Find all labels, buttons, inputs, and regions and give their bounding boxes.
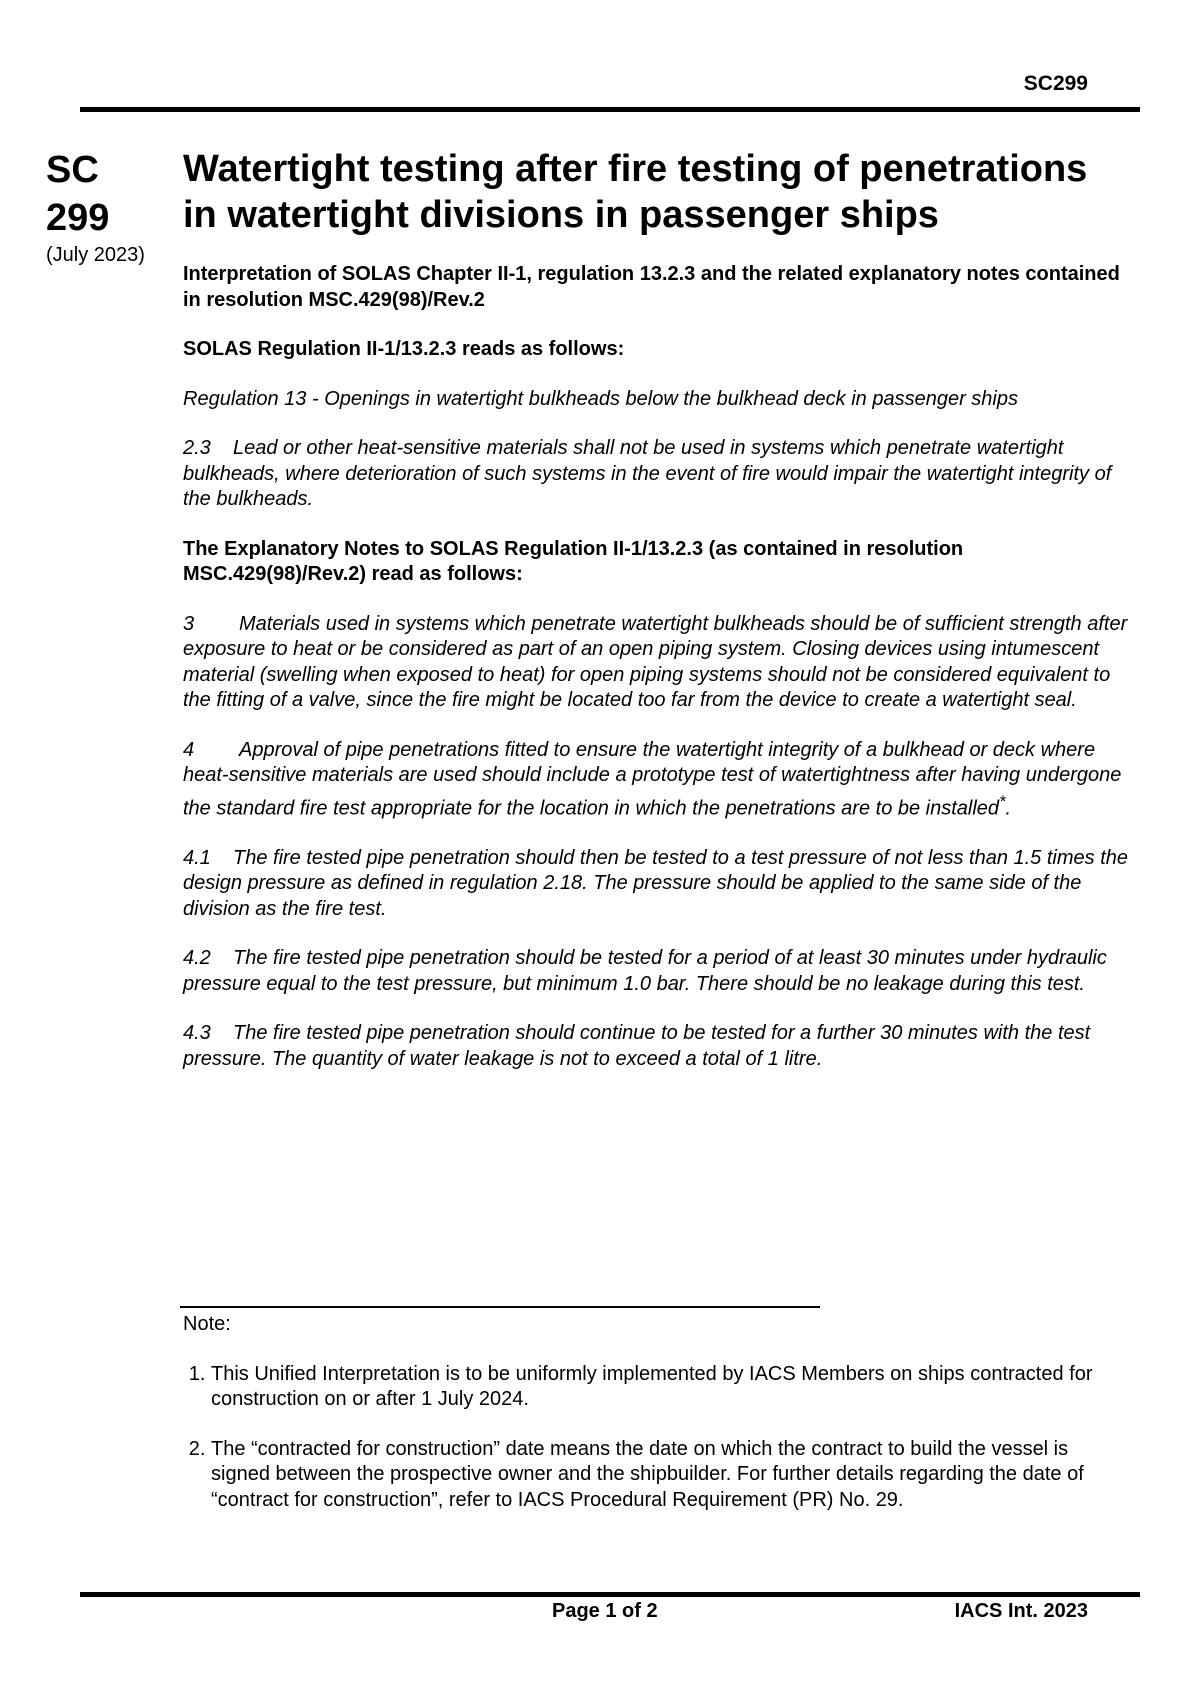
paragraph-number: 3: [183, 612, 195, 635]
paragraph-number: 4: [183, 738, 195, 761]
paragraph-text: Lead or other heat-sensitive materials shall not be used in systems which penetrate watertight bulkheads, where deterioration of such systems in the event of fire would impair the watertight integrity of the bulkheads.: [183, 437, 1112, 510]
notes-list: [183, 1362, 1128, 1514]
paragraph-number: 4.2: [183, 947, 211, 970]
note-item: 1. This Unified Interpretation is to be uniformly implemented by IACS Members on ships contracted for construction on or after 1 July 2024.: [211, 1362, 1128, 1413]
paragraph-text: The fire tested pipe penetration should then be tested to a test pressure of not less than 1.5 times the design pressure as defined in regulation 2.18. The pressure should be applied to the same side of the division as the fire test.: [183, 846, 1128, 920]
paragraph-text: The fire tested pipe penetration should continue to be tested for a further 30 minutes with the test pressure. The quantity of water leakage is not to exceed a total of 1 litre.: [183, 1022, 1091, 1070]
footnote-marker[interactable]: *: [999, 791, 1006, 811]
notes-section: [183, 1312, 1128, 1537]
explanatory-paragraph: [183, 612, 1128, 714]
paragraph-text: The fire tested pipe penetration should be tested for a period of at least 30 minutes under hydraulic pressure equal to the test pressure, but minimum 1.0 bar. There should be no leakage during this test.: [183, 947, 1107, 995]
explanatory-heading: The Explanatory Notes to SOLAS Regulation II-1/13.2.3 (as contained in resolution MSC.429(98)/Rev.2) read as follows:: [183, 537, 964, 585]
notes-label: Note:: [183, 1313, 231, 1335]
footer-organization: IACS Int. 2023: [954, 1600, 1088, 1622]
header-rule: [80, 107, 1140, 112]
header-code: SC299: [1023, 72, 1088, 95]
paragraph-end: .: [1005, 797, 1012, 820]
document-id-prefix: SC: [46, 149, 99, 191]
document-id-block: [46, 146, 166, 267]
paragraph-number: 4.1: [183, 846, 211, 869]
explanatory-paragraph: [183, 1021, 1128, 1072]
paragraph-text: Materials used in systems which penetrate watertight bulkheads should be of sufficient strength after exposure to heat or be considered as part of an open piping system. Closing devices using intumescent material (swelling when exposed to heat) for open piping systems should not be considered equivalent to the fitting of a valve, since the fire might be located too far from the device to create a watertight seal.: [183, 612, 1128, 711]
explanatory-paragraph: [183, 846, 1128, 923]
notes-divider: [180, 1306, 820, 1308]
document-date: (July 2023): [46, 244, 145, 266]
regulation-paragraph: [183, 436, 1128, 513]
footer-rule: [80, 1592, 1140, 1597]
explanatory-paragraph: [183, 738, 1128, 822]
regulation-heading: SOLAS Regulation II-1/13.2.3 reads as follows:: [183, 338, 625, 360]
paragraph-number: 4.3: [183, 1022, 211, 1045]
paragraph-text: Approval of pipe penetrations fitted to ensure the watertight integrity of a bulkhead or deck where heat-sensitive materials are used should include a prototype test of watertightness after having undergone the standard fire test appropriate for the location in which the penetrations are to be installed: [183, 738, 1122, 820]
intro-paragraph: Interpretation of SOLAS Chapter II-1, regulation 13.2.3 and the related explanatory notes contained in resolution MSC.429(98)/Rev.2: [183, 263, 1120, 311]
page-title: Watertight testing after fire testing of penetrations in watertight divisions in passenger ships: [183, 148, 1088, 236]
note-item: 2. The “contracted for construction” date means the date on which the contract to build the vessel is signed between the prospective owner and the shipbuilder. For further details regarding the date of “contract for construction”, refer to IACS Procedural Requirement (PR) No. 29.: [211, 1437, 1128, 1514]
document-id-number: 299: [46, 197, 110, 239]
regulation-title: Regulation 13 - Openings in watertight bulkheads below the bulkhead deck in passenger ships: [183, 387, 1018, 410]
main-content: [183, 146, 1128, 1096]
explanatory-paragraph: [183, 946, 1128, 997]
paragraph-number: 2.3: [183, 437, 211, 459]
page-number: Page 1 of 2: [552, 1600, 658, 1622]
